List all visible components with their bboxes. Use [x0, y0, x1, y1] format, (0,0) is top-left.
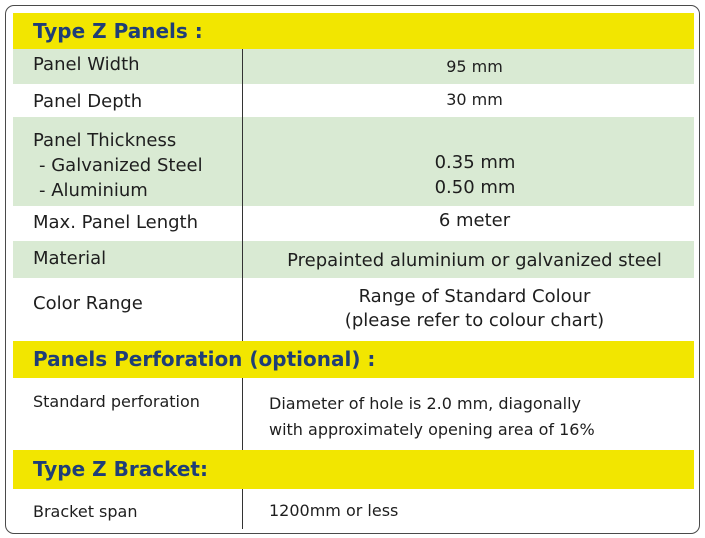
value-panel-width: 95 mm: [446, 57, 503, 76]
label-panel-thickness: [33, 128, 203, 203]
label-material: Material: [33, 248, 107, 269]
row-material: [13, 241, 694, 278]
value-galvanized-steel: 0.35 mm: [434, 152, 516, 173]
row-panel-thickness: [13, 117, 694, 206]
value-bracket-span: 1200mm or less: [269, 501, 399, 520]
row-color-range: [13, 278, 694, 339]
value-material: Prepainted aluminium or galvanized steel: [287, 250, 662, 271]
label-panel-depth: Panel Depth: [33, 91, 143, 112]
row-panel-width: [13, 49, 694, 84]
row-bracket-span: [13, 489, 694, 529]
row-max-panel-length: [13, 206, 694, 241]
label-panel-thickness-title: Panel Thickness: [33, 130, 177, 151]
label-standard-perforation: Standard perforation: [33, 392, 200, 411]
label-panel-width: Panel Width: [33, 54, 140, 75]
section-header-type-z-panels: Type Z Panels :: [13, 13, 694, 49]
label-aluminium: - Aluminium: [39, 180, 148, 201]
value-panel-depth: 30 mm: [446, 90, 503, 109]
label-galvanized-steel: - Galvanized Steel: [39, 155, 203, 176]
section-header-type-z-bracket: Type Z Bracket:: [13, 450, 694, 489]
value-standard-perforation-line1: Diameter of hole is 2.0 mm, diagonally: [269, 394, 581, 413]
value-aluminium: 0.50 mm: [434, 177, 516, 198]
value-color-range-line1: Range of Standard Colour: [358, 286, 591, 307]
row-panel-depth: [13, 84, 694, 117]
value-color-range: [255, 285, 694, 333]
column-divider-panels: [242, 49, 243, 341]
value-standard-perforation-line2: with approximately opening area of 16%: [269, 420, 595, 439]
value-panel-thickness: [405, 150, 545, 200]
column-divider-bracket: [242, 489, 243, 529]
value-standard-perforation: [269, 391, 595, 443]
label-color-range: Color Range: [33, 293, 143, 314]
section-header-panels-perforation: Panels Perforation (optional) :: [13, 341, 694, 378]
row-standard-perforation: [13, 378, 694, 448]
value-max-panel-length: 6 meter: [438, 210, 511, 231]
label-bracket-span: Bracket span: [33, 502, 138, 521]
value-color-range-line2: (please refer to colour chart): [344, 310, 605, 331]
label-max-panel-length: Max. Panel Length: [33, 212, 199, 233]
column-divider-perforation: [242, 378, 243, 450]
